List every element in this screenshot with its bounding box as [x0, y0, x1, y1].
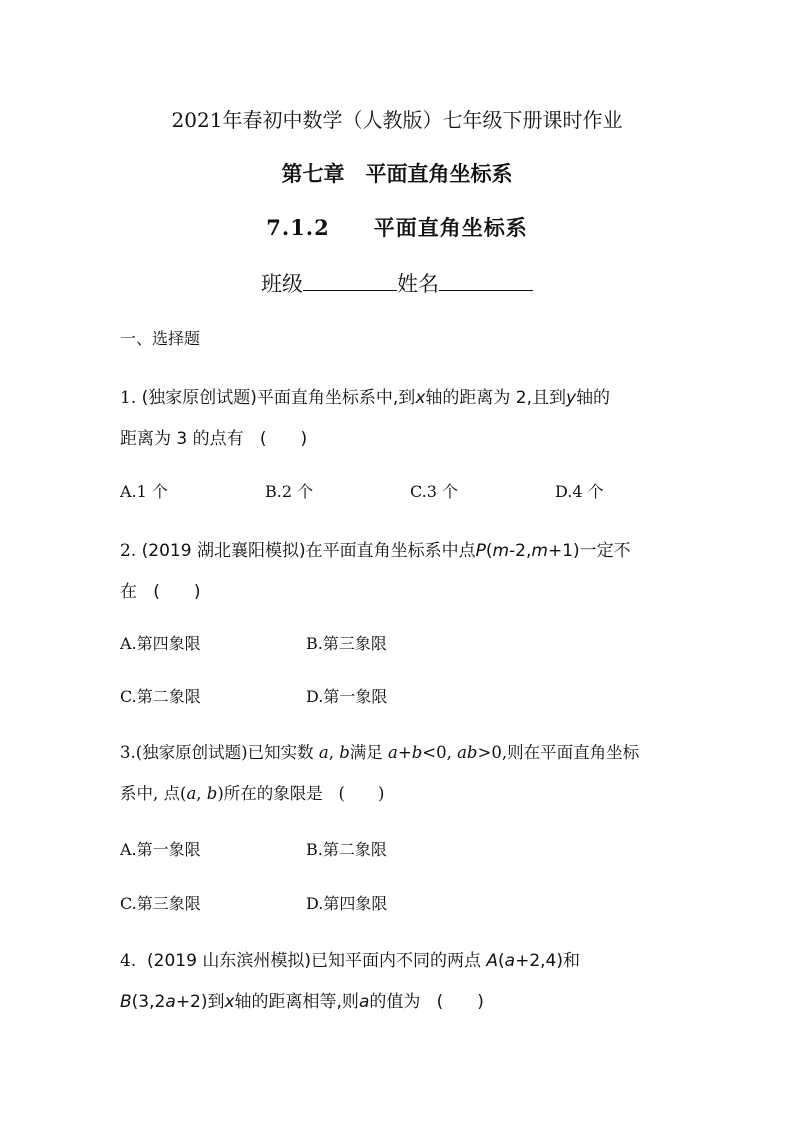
class-label: 班级	[261, 272, 303, 296]
question-source: (2019 山东滨州模拟)	[147, 951, 311, 971]
question-text: (3,2	[131, 992, 166, 1012]
question-2-line-2	[120, 577, 680, 602]
question-text: 已知平面内不同的两点	[310, 951, 481, 971]
question-text: 轴的距离相等,则	[234, 992, 359, 1012]
question-text: 满足	[349, 743, 383, 762]
answer-blank[interactable]: ( )	[259, 429, 308, 449]
question-source: (独家原创试题)	[141, 388, 257, 408]
q3-option-d: D.第四象限	[306, 894, 388, 913]
question-4-line-1	[120, 946, 680, 971]
question-1-line-2	[120, 424, 680, 449]
point-b: B	[120, 992, 132, 1012]
section-title	[0, 212, 794, 242]
variable-m: m	[492, 541, 510, 561]
expression-ab: ab	[457, 743, 478, 762]
variable-a: a	[186, 784, 197, 803]
question-1-line-1	[120, 383, 680, 408]
point-p: P	[475, 541, 486, 561]
name-blank[interactable]	[439, 270, 533, 291]
q2-option-d: D.第一象限	[306, 687, 388, 706]
variable-x: x	[415, 388, 426, 408]
point-a: A	[486, 951, 499, 971]
part-heading: 一、选择题	[120, 329, 201, 348]
question-text: 轴的	[576, 388, 611, 408]
answer-blank[interactable]: ( )	[153, 582, 201, 602]
question-text: 已知实数	[247, 743, 314, 762]
section-number: 7.1.2	[266, 215, 330, 240]
q1-option-b: B.2 个	[265, 482, 314, 501]
question-2-line-1	[120, 536, 680, 561]
student-info-line	[0, 268, 794, 298]
chapter-title: 第七章 平面直角坐标系	[281, 161, 513, 186]
question-text: 平面直角坐标系中,到	[256, 388, 416, 408]
variable-a: a	[504, 951, 516, 971]
question-source: (2019 湖北襄阳模拟)	[141, 541, 306, 561]
variable-a: a	[318, 743, 329, 762]
question-text: +2)到	[175, 992, 225, 1012]
answer-blank[interactable]: ( )	[338, 784, 385, 803]
q1-option-c: C.3 个	[410, 482, 459, 501]
question-text: +2,4)和	[515, 951, 581, 971]
class-blank[interactable]	[303, 270, 397, 291]
question-text: (	[498, 951, 505, 971]
q2-option-b: B.第三象限	[306, 634, 387, 653]
question-3-line-1	[120, 739, 680, 763]
question-text: 轴的距离为 2,且到	[425, 388, 566, 408]
question-number: 3.	[120, 743, 136, 762]
question-number: 1.	[120, 388, 137, 408]
q1-option-a: A.1 个	[120, 482, 168, 501]
q2-option-a: A.第四象限	[120, 634, 201, 653]
variable-b: b	[206, 784, 218, 803]
expression-a-plus-b: a+b	[388, 743, 423, 762]
question-3-line-2	[120, 780, 680, 804]
q1-option-d: D.4 个	[555, 482, 604, 501]
question-text: 系中, 点(	[120, 784, 187, 803]
document-title: 2021年春初中数学（人教版）七年级下册课时作业	[171, 108, 623, 132]
variable-x: x	[224, 992, 235, 1012]
q2-option-c: C.第二象限	[120, 687, 201, 706]
q3-option-a: A.第一象限	[120, 840, 201, 859]
question-text: +1)一定不	[547, 541, 631, 561]
question-text: 的值为	[369, 992, 421, 1012]
question-text: ,	[196, 784, 202, 803]
variable-y: y	[566, 388, 577, 408]
question-number: 2.	[120, 541, 137, 561]
q3-option-b: B.第二象限	[306, 840, 387, 859]
answer-blank[interactable]: ( )	[436, 992, 484, 1012]
question-text: -2,	[509, 541, 532, 561]
question-4-line-2	[120, 987, 680, 1012]
question-text: 在	[120, 582, 137, 602]
variable-a: a	[358, 992, 370, 1012]
variable-b: b	[339, 743, 350, 762]
variable-a: a	[165, 992, 176, 1012]
section-name: 平面直角坐标系	[373, 215, 528, 240]
question-source: (独家原创试题)	[135, 743, 248, 762]
question-text: 距离为 3 的点有	[120, 429, 244, 449]
q3-option-c: C.第三象限	[120, 894, 201, 913]
question-text: 在平面直角坐标系中点	[305, 541, 476, 561]
question-text: ,	[328, 743, 334, 762]
question-text: <0,	[422, 743, 452, 762]
question-text: )所在的象限是	[217, 784, 323, 803]
question-text: (	[485, 541, 493, 561]
variable-m: m	[531, 541, 548, 561]
question-number: 4.	[120, 951, 137, 971]
name-label: 姓名	[397, 272, 439, 296]
question-text: >0,则在平面直角坐标	[477, 743, 640, 762]
